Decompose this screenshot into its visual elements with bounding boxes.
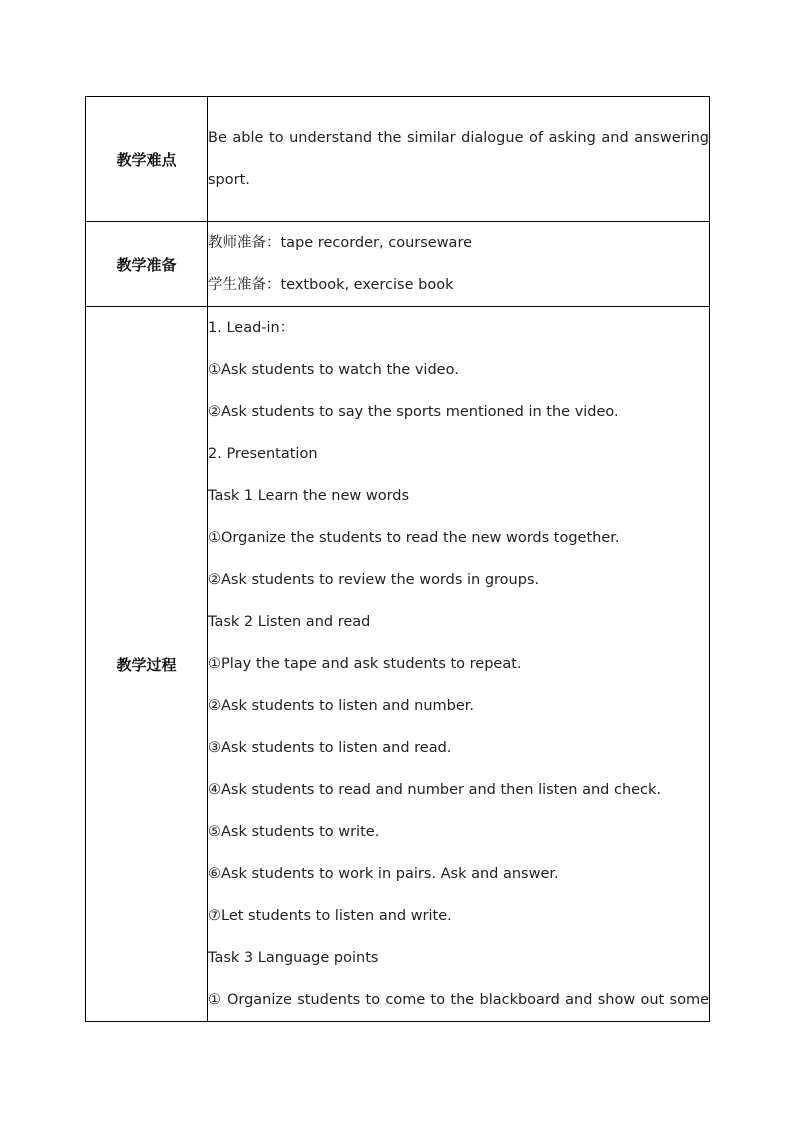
process-step-line: Task 1 Learn the new words <box>208 488 410 504</box>
process-step-line: ①Play the tape and ask students to repeat. <box>208 656 522 672</box>
process-step-line: 2. Presentation <box>208 446 318 462</box>
difficulty-text <box>208 97 709 221</box>
process-step-line: 1. Lead-in： <box>208 320 295 336</box>
difficulty-line-1: Be able to understand the similar dialogue of asking and answering <box>208 130 709 146</box>
process-step-line: ④Ask students to read and number and then listen and check. <box>208 782 662 798</box>
process-step-line: ⑥Ask students to work in pairs. Ask and answer. <box>208 866 559 882</box>
row-teaching-preparation <box>86 222 710 307</box>
label-teaching-difficulty: 教学难点 <box>86 97 208 222</box>
difficulty-line-2: sport. <box>208 172 250 188</box>
process-step-line: ②Ask students to listen and number. <box>208 698 475 714</box>
process-step-line: Task 3 Language points <box>208 950 379 966</box>
process-steps <box>208 307 709 1021</box>
teacher-preparation: 教师准备：tape recorder, courseware <box>208 235 473 251</box>
label-teaching-preparation: 教学准备 <box>86 222 208 307</box>
process-step-line: ②Ask students to review the words in groups. <box>208 572 540 588</box>
process-step-line: ①Ask students to watch the video. <box>208 362 459 378</box>
content-teaching-process <box>208 307 710 1022</box>
process-step-line: Task 2 Listen and read <box>208 614 371 630</box>
lesson-plan-table <box>85 96 710 1022</box>
process-step-line: ②Ask students to say the sports mentioned in the video. <box>208 404 619 420</box>
process-step-line: ⑦Let students to listen and write. <box>208 908 452 924</box>
label-teaching-process: 教学过程 <box>86 307 208 1022</box>
content-teaching-difficulty <box>208 97 710 222</box>
process-step-line: ⑤Ask students to write. <box>208 824 380 840</box>
content-teaching-preparation <box>208 222 710 307</box>
process-step-line: ①Organize the students to read the new words together. <box>208 530 620 546</box>
row-teaching-process <box>86 307 710 1022</box>
process-step-line: ③Ask students to listen and read. <box>208 740 452 756</box>
process-step-line: ① Organize students to come to the blackboard and show out some <box>208 992 709 1008</box>
row-teaching-difficulty <box>86 97 710 222</box>
student-preparation: 学生准备：textbook, exercise book <box>208 277 454 293</box>
